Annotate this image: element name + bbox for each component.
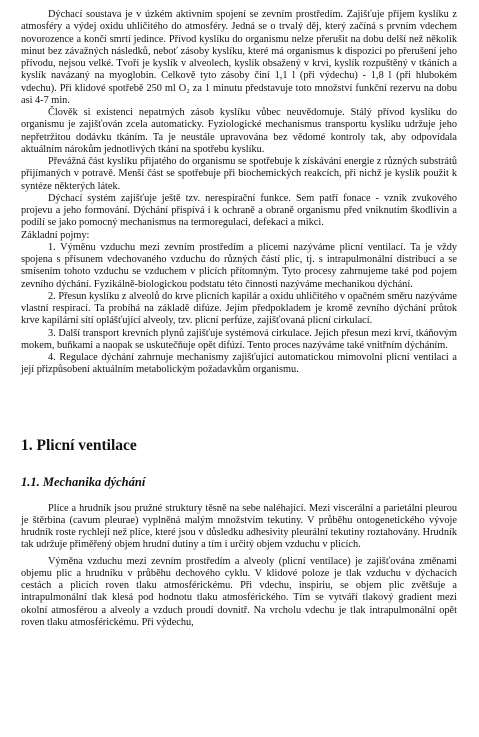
subsection-heading: 1.1. Mechanika dýchání: [21, 474, 146, 489]
basic-terms-label: Základní pojmy:: [21, 229, 90, 241]
intro-paragraph-4: Dýchací systém zajišťuje ještě tzv. nerespirační funkce. Sem patří fonace - vznik zvukového projevu a jeho formování. Dýchání přispívá i k ochraně a obraně organismu před vniknutím škodlivin a podílí se jako pomocný mechanismus na termoregulaci, defekaci a mikci.: [21, 192, 457, 229]
intro-paragraph-1: Dýchací soustava je v úzkém aktivním spojení se zevním prostředím. Zajišťuje příjem kyslíku z atmosféry a výdej oxidu uhličitého do atmosféry. Jedná se o trvalý děj, který začíná s prvním vdechem novorozence a končí smrtí jedince. Přívod kyslíku do organismu nelze přerušit na dobu delší než několik minut bez závažných následků, neboť zásoby kyslíku, které má organismus k dispozici po přerušení jeho přívodu, nejsou velké. Tvoří je kyslík v alveolech, kyslík obsažený v krvi, kyslík rozpuštěný v tkáních a kyslík navázaný na myoglobin. Celkově tyto zásoby činí 1,1 l (při výdechu) - 1,8 l (při hlubokém vdechu). Při klidové spotřebě 250 ml O₂ za 1 minutu představuje toto množství funkční rezervu na dobu asi 4-7 min.: [21, 9, 457, 106]
section-heading: 1. Plicní ventilace: [21, 436, 137, 454]
section-spacer: [21, 377, 457, 437]
document-page: [21, 9, 457, 629]
term-4-paragraph: 4. Regulace dýchání zahrnuje mechanismy zajišťující automatickou mimovolní plicní ventilaci a její přizpůsobení aktuálním metabolickým požadavkům organismu.: [21, 352, 457, 376]
mechanics-paragraph-2: Výměna vzduchu mezi zevním prostředím a alveoly (plicní ventilace) je zajišťována změnami objemu plic a hrudníku v průběhu dechového cyklu. V klidové poloze je tlak vzduchu v dýchacích cestách a plicích roven tlaku atmosférickému. Při vdechu, inspiriu, se objem plic zvětšuje a intrapulmonální tlak klesá pod hodnotu tlaku atmosférického. Tím se vytváří tlakový gradient mezi okolní atmosférou a alveoly a vzduch proudí dovnitř. Na vrcholu vdechu je tlak intrapulmonální opět roven tlaku atmosférickému. Při výdechu,: [21, 555, 457, 628]
intro-paragraph-3: Převážná část kyslíku přijatého do organismu se spotřebuje k získávání energie z různých substrátů přijímaných v potravě. Menší část se spotřebuje při biochemických reakcích, při nichž je kyslík použit k syntéze některých látek.: [21, 156, 457, 192]
term-2-paragraph: 2. Přesun kyslíku z alveolů do krve plicních kapilár a oxidu uhličitého v opačném směru nazýváme vlastní respirací. Ta probíhá na základě difúze. Jejím předpokladem je kromě zevního dýchání průtok krve kapilární sítí oplášťující alveoly, tzv. plicní perfúze, zajišťovaná plicní cirkulací.: [21, 290, 457, 327]
mechanics-paragraph-1: Plíce a hrudník jsou pružné struktury těsně na sebe naléhající. Mezi viscerální a parietální pleurou je štěrbina (cavum pleurae) vyplněná malým množstvím tekutiny. V průběhu ontogenetického vývoje hrudník roste rychleji než plíce, které jsou v důsledku adhesivity pleurální tekutiny roztahovány. Hrudník tak udržuje přiměřený objem hrudní dutiny a tím i určitý objem vzduchu v plicích.: [21, 502, 457, 551]
term-3-paragraph: 3. Další transport krevních plynů zajišťuje systémová cirkulace. Jejich přesun mezi krví, tkáňovým mokem, buňkami a naopak se uskutečňuje opět difúzí. Tento proces nazýváme také vnitřním dýcháním.: [21, 327, 457, 351]
term-1-paragraph: 1. Výměnu vzduchu mezi zevním prostředím a plícemi nazýváme plicní ventilací. Ta je vždy spojena s přísunem vdechovaného vzduchu do různých částí plic, tj. s intrapulmonální distribucí a se smísením tohoto vzduchu se vzduchem v plicích přítomným. Tyto procesy zahrnujeme také pod pojem zevního dýchání. Fyzikálně-biologickou podstatu této činnosti nazýváme mechanikou dýchání.: [21, 241, 457, 290]
intro-paragraph-2: Člověk si existenci nepatrných zásob kyslíku vůbec neuvědomuje. Stálý přívod kyslíku do organismu je zajišťován zcela automaticky. Fyziologické mechanismus transportu kyslíku udržuje jeho nepřetržitou dodávku tkáním. Ta je neustále upravována bez vědomé kontroly tak, aby odpovídala aktuálním nárokům jednotlivých tkání na spotřebu kyslíku.: [21, 107, 457, 155]
